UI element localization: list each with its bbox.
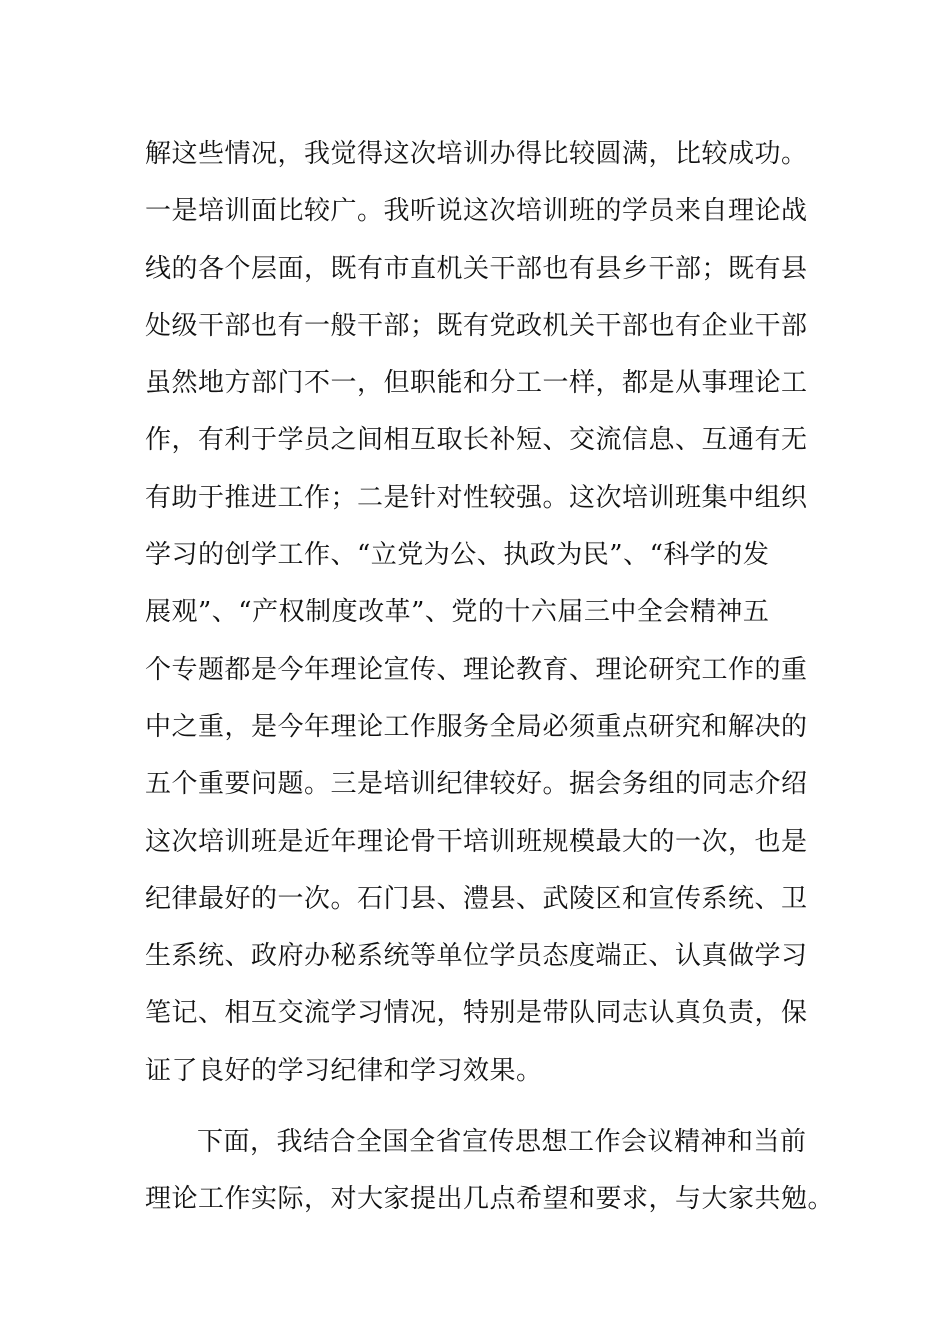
body-text bbox=[145, 126, 835, 1229]
text-line: 笔记、相互交流学习情况，特别是带队同志认真负责，保 bbox=[145, 998, 808, 1029]
text-line: 生系统、政府办秘系统等单位学员态度端正、认真做学习 bbox=[145, 941, 808, 972]
text-line: 中之重，是今年理论工作服务全局必须重点研究和解决的 bbox=[145, 711, 808, 742]
text-line: 这次培训班是近年理论骨干培训班规模最大的一次，也是 bbox=[145, 826, 808, 857]
text-line: 展观”、“产权制度改革”、党的十六届三中全会精神五 bbox=[145, 597, 770, 628]
text-line: 处级干部也有一般干部；既有党政机关干部也有企业干部 bbox=[145, 310, 808, 341]
text-line: 下面，我结合全国全省宣传思想工作会议精神和当前 bbox=[197, 1127, 807, 1158]
paragraph-1 bbox=[145, 126, 815, 1100]
text-line: 解这些情况，我觉得这次培训办得比较圆满，比较成功。 bbox=[145, 139, 808, 169]
text-line: 作，有利于学员之间相互取长补短、交流信息、互通有无 bbox=[145, 425, 808, 456]
text-line: 纪律最好的一次。石门县、澧县、武陵区和宣传系统、卫 bbox=[145, 883, 808, 914]
text-line: 虽然地方部门不一，但职能和分工一样，都是从事理论工 bbox=[145, 368, 808, 399]
text-line: 学习的创学工作、“立党为公、执政为民”、“科学的发 bbox=[145, 540, 770, 571]
text-line: 有助于推进工作；二是针对性较强。这次培训班集中组织 bbox=[145, 482, 808, 513]
paragraph-gap bbox=[145, 1100, 815, 1114]
text-line: 理论工作实际，对大家提出几点希望和要求，与大家共勉。 bbox=[145, 1184, 835, 1215]
paragraph-2 bbox=[145, 1114, 835, 1229]
text-line: 证了良好的学习纪律和学习效果。 bbox=[145, 1055, 543, 1086]
text-line: 五个重要问题。三是培训纪律较好。据会务组的同志介绍 bbox=[145, 769, 808, 800]
text-line: 个专题都是今年理论宣传、理论教育、理论研究工作的重 bbox=[145, 654, 808, 685]
text-line: 一是培训面比较广。我听说这次培训班的学员来自理论战 bbox=[145, 196, 808, 227]
text-line: 线的各个层面，既有市直机关干部也有县乡干部；既有县 bbox=[145, 253, 808, 284]
